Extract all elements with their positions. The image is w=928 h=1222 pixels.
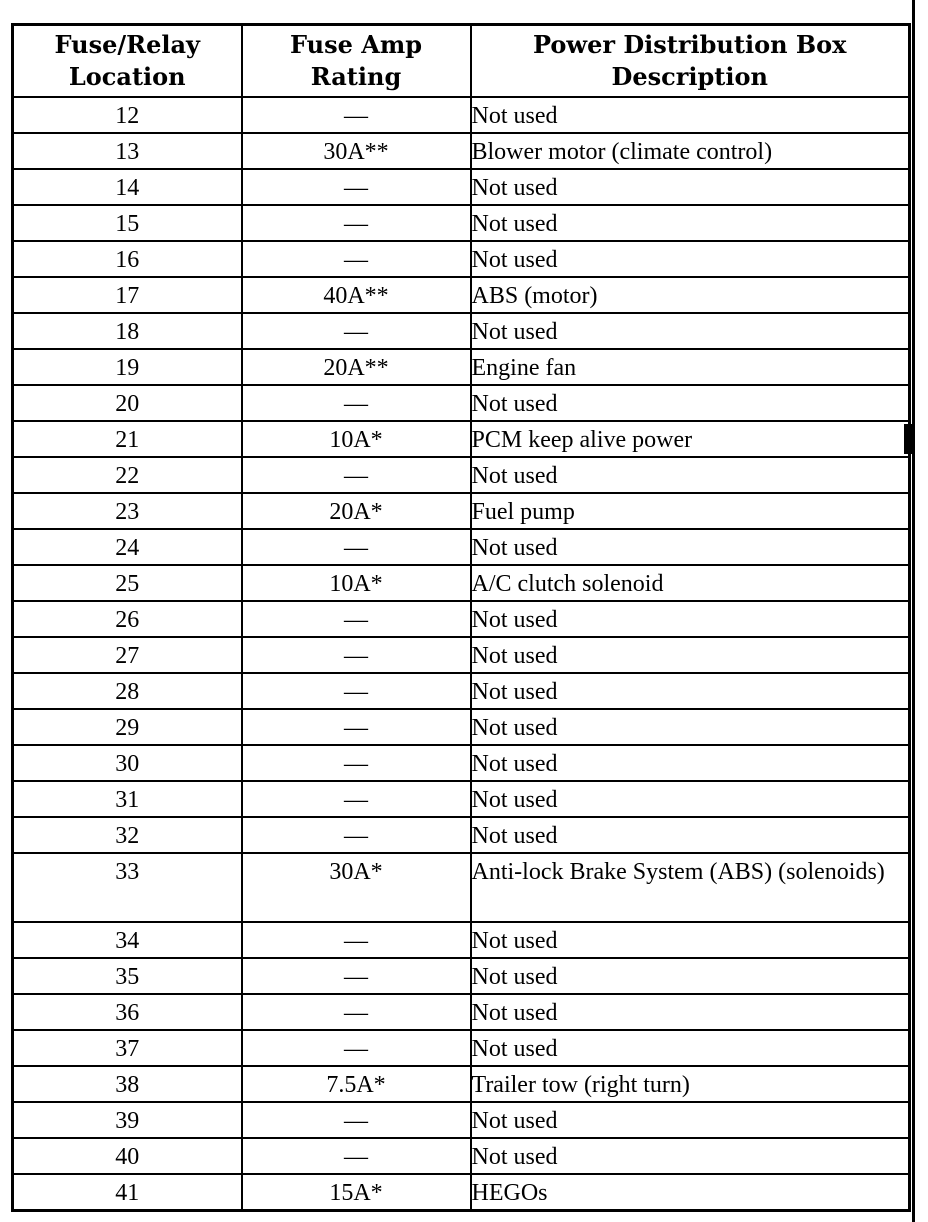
table-row: [13, 601, 910, 637]
cell-location: 29: [13, 709, 242, 745]
cell-rating: —: [242, 241, 471, 277]
cell-location: 28: [13, 673, 242, 709]
cell-rating: —: [242, 673, 471, 709]
cell-description: Not used: [471, 709, 910, 745]
table-header: [13, 25, 910, 98]
cell-description: Not used: [471, 817, 910, 853]
page-edge-line: [912, 0, 915, 1222]
cell-location: 14: [13, 169, 242, 205]
cell-location: 22: [13, 457, 242, 493]
cell-rating: 10A*: [242, 565, 471, 601]
table-row: [13, 1174, 910, 1211]
cell-rating: 30A*: [242, 853, 471, 922]
fuse-table: [11, 23, 911, 1212]
table-row: [13, 1102, 910, 1138]
table-row: [13, 1030, 910, 1066]
table-row: [13, 709, 910, 745]
cell-rating: 10A*: [242, 421, 471, 457]
cell-description: Not used: [471, 922, 910, 958]
header-location: [13, 25, 242, 98]
cell-description: Not used: [471, 745, 910, 781]
cell-description: Not used: [471, 958, 910, 994]
cell-description: Not used: [471, 1030, 910, 1066]
cell-rating: —: [242, 205, 471, 241]
cell-rating: 15A*: [242, 1174, 471, 1211]
cell-description: Not used: [471, 601, 910, 637]
cell-location: 13: [13, 133, 242, 169]
header-rating-line1: Fuse Amp: [290, 30, 422, 59]
cell-description: Not used: [471, 205, 910, 241]
cell-description: Not used: [471, 1138, 910, 1174]
cell-location: 34: [13, 922, 242, 958]
table-row: [13, 781, 910, 817]
header-description-line2: Description: [611, 62, 768, 91]
table-row: [13, 853, 910, 922]
cell-location: 19: [13, 349, 242, 385]
cell-description: Not used: [471, 994, 910, 1030]
cell-description: Not used: [471, 781, 910, 817]
cell-rating: —: [242, 994, 471, 1030]
table-row: [13, 133, 910, 169]
header-location-line1: Fuse/Relay: [54, 30, 200, 59]
cell-description: Not used: [471, 97, 910, 133]
cell-description: Anti-lock Brake System (ABS) (solenoids): [471, 853, 910, 922]
table-body: [13, 97, 910, 1211]
table-row: [13, 241, 910, 277]
table-row: [13, 205, 910, 241]
cell-description: Fuel pump: [471, 493, 910, 529]
cell-location: 36: [13, 994, 242, 1030]
cell-description: Not used: [471, 457, 910, 493]
table-row: [13, 277, 910, 313]
cell-location: 38: [13, 1066, 242, 1102]
cell-rating: —: [242, 529, 471, 565]
cell-location: 26: [13, 601, 242, 637]
header-rating: [242, 25, 471, 98]
cell-location: 16: [13, 241, 242, 277]
cell-rating: 30A**: [242, 133, 471, 169]
cell-description: A/C clutch solenoid: [471, 565, 910, 601]
table-row: [13, 313, 910, 349]
cell-location: 35: [13, 958, 242, 994]
table-row: [13, 457, 910, 493]
header-location-line2: Location: [68, 62, 186, 91]
cell-location: 15: [13, 205, 242, 241]
table-row: [13, 1138, 910, 1174]
cell-location: 37: [13, 1030, 242, 1066]
table-row: [13, 529, 910, 565]
table-row: [13, 745, 910, 781]
cell-description: Blower motor (climate control): [471, 133, 910, 169]
cell-location: 32: [13, 817, 242, 853]
cell-location: 24: [13, 529, 242, 565]
cell-location: 12: [13, 97, 242, 133]
cell-description: HEGOs: [471, 1174, 910, 1211]
cell-description: Trailer tow (right turn): [471, 1066, 910, 1102]
cell-rating: —: [242, 709, 471, 745]
table-row: [13, 1066, 910, 1102]
cell-location: 25: [13, 565, 242, 601]
cell-location: 30: [13, 745, 242, 781]
header-description-line1: Power Distribution Box: [533, 30, 847, 59]
cell-location: 27: [13, 637, 242, 673]
table-row: [13, 817, 910, 853]
cell-rating: —: [242, 922, 471, 958]
cell-description: PCM keep alive power: [471, 421, 910, 457]
cell-description: ABS (motor): [471, 277, 910, 313]
cell-location: 31: [13, 781, 242, 817]
cell-rating: —: [242, 1138, 471, 1174]
cell-rating: —: [242, 958, 471, 994]
cell-rating: —: [242, 601, 471, 637]
cell-rating: —: [242, 637, 471, 673]
cell-location: 17: [13, 277, 242, 313]
cell-location: 41: [13, 1174, 242, 1211]
table-row: [13, 565, 910, 601]
header-row: [13, 25, 910, 98]
cell-description: Not used: [471, 1102, 910, 1138]
cell-rating: —: [242, 169, 471, 205]
cell-location: 23: [13, 493, 242, 529]
table-row: [13, 349, 910, 385]
table-row: [13, 637, 910, 673]
cell-location: 39: [13, 1102, 242, 1138]
cell-description: Engine fan: [471, 349, 910, 385]
table-row: [13, 385, 910, 421]
cell-rating: —: [242, 457, 471, 493]
cell-description: Not used: [471, 637, 910, 673]
table-row: [13, 169, 910, 205]
cell-rating: —: [242, 745, 471, 781]
cell-description: Not used: [471, 169, 910, 205]
cell-rating: —: [242, 1102, 471, 1138]
table-row: [13, 493, 910, 529]
cell-description: Not used: [471, 529, 910, 565]
cell-description: Not used: [471, 385, 910, 421]
table-row: [13, 922, 910, 958]
cell-rating: 20A**: [242, 349, 471, 385]
table-row: [13, 994, 910, 1030]
cell-location: 40: [13, 1138, 242, 1174]
cell-rating: 40A**: [242, 277, 471, 313]
cell-rating: 20A*: [242, 493, 471, 529]
table-row: [13, 673, 910, 709]
cell-rating: —: [242, 817, 471, 853]
cell-location: 21: [13, 421, 242, 457]
cell-description: Not used: [471, 241, 910, 277]
cell-rating: —: [242, 313, 471, 349]
cell-location: 33: [13, 853, 242, 922]
cell-description: Not used: [471, 673, 910, 709]
cell-rating: —: [242, 97, 471, 133]
table-row: [13, 958, 910, 994]
cell-description: Not used: [471, 313, 910, 349]
cell-rating: —: [242, 781, 471, 817]
cell-location: 20: [13, 385, 242, 421]
cell-location: 18: [13, 313, 242, 349]
cell-rating: —: [242, 385, 471, 421]
header-description: [471, 25, 910, 98]
table-row: [13, 97, 910, 133]
table-row: [13, 421, 910, 457]
cell-rating: 7.5A*: [242, 1066, 471, 1102]
cell-rating: —: [242, 1030, 471, 1066]
header-rating-line2: Rating: [310, 62, 402, 91]
